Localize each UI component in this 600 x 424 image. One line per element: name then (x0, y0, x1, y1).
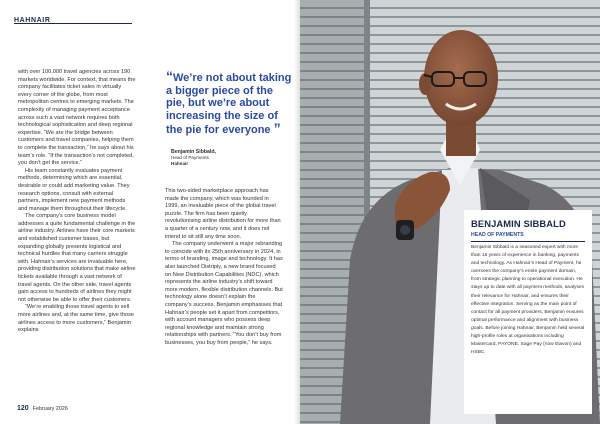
section-header (14, 9, 132, 24)
page-number: 120 (17, 405, 29, 412)
attribution-company: Hahnair (171, 161, 189, 166)
article-column-one (18, 69, 136, 335)
watch-face (400, 225, 410, 235)
quote-open-mark: “ (166, 68, 173, 84)
quote-attribution (171, 149, 281, 167)
bio-text: Benjamin Sibbald is a seasoned expert with more than 15 years of experience in banking, payments and technology. As Hahnair’s Head of Payment, he oversees the company’s entire payment domain, from strategic planning to operational execution. He stays up to date with all payment methods, analyses their relevance for Hahnair, and ensures their effective integration. Serving as the main point of contact for all payment providers, Benjamin ensures optimal performance and alignment with business goals. Before joining Hahnair, Benjamin held several high-profile roles at organisations including Mastercard, PAYONE, Sage Pay (now Elavon) and HSBC (471, 245, 585, 356)
paragraph: This two-sided marketplace approach has made the company, which was founded in 1999, an invaluable piece of the global travel puzzle. The firm has been quietly revolutionising airline distribution for more than a quarter of a century now, and it does not intend to sit still any time soon. (165, 188, 281, 240)
attribution-role: Head of Payments (171, 155, 209, 160)
page-footer (17, 405, 68, 412)
article-column-two (165, 188, 283, 347)
issue-date: February 2026 (32, 406, 68, 412)
pull-quote-text: We’re not about taking a bigger piece of the pie, but we’re about increasing the size of the pie for everyone (166, 72, 292, 137)
quote-close-mark: ” (273, 120, 281, 137)
paragraph: His team constantly evaluates payment methods, determining which are essential, desirable or could add marketing value. They research options, consult with external partners, implement new payment methods and manage them throughout their lifecycle. (18, 167, 130, 212)
paragraph: with over 100,000 travel agencies across 190 markets worldwide. For context, that means the company facilitates ticket sales in virtually every corner of the globe, from most metropolitan centres to emerging markets. The complexity of managing payment acceptance across such a vast network requires both technological sophistication and deep regional expertise. “We are the bridge between customers and travel companies, helping them to complete the transaction,” he says about his team’s role. “If the transaction’s not completed, you don’t get the service.” (18, 69, 136, 167)
section-name: HAHNAIR (14, 17, 51, 24)
paragraph: The company underwent a major rebranding to coincide with its 25th anniversary in 2024, in terms of branding, image and technology. It has also launched Distripiy, a new brand focused on New Distribution Capabilities (NDC), which represents the airline industry’s shift toward more modern, flexible distribution channels. But technology alone doesn’t explain the company’s success. Benjamin emphasises that Hahnair’s people set it apart from competitors, with account managers who possess deep regional knowledge and maintain strong relationships with partners. “You don’t buy from businesses, you buy from people,” he says. (165, 241, 283, 346)
bio-name: BENJAMIN SIBBALD (471, 218, 566, 229)
paragraph: “We’re enabling those travel agents to sell more airlines and, at the same time, give those airlines access to more customers,” Benjamin explains (18, 304, 134, 334)
paragraph: The company’s core business model addresses a quite fundamental challenge in the airline industry. Airlines have their core markets and established customer bases, but expanding globally presents logistical and technical hurdles that many carriers struggle with. Hahnair’s services are invaluable here, providing distribution solutions that make airline tickets available through a vast network of travel agents. On the other side, travel agents gain access to hundreds of airlines they might not otherwise be able to offer their customers. (18, 213, 136, 303)
bio-role: HEAD OF PAYMENTS (471, 232, 585, 242)
attribution-name: Benjamin Sibbald, (171, 149, 216, 155)
pull-quote (166, 70, 292, 137)
